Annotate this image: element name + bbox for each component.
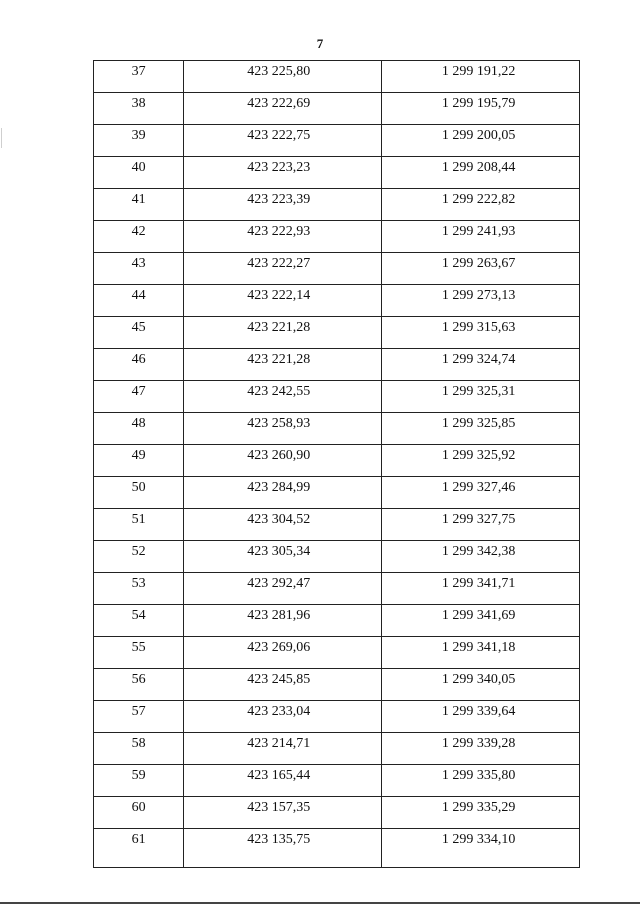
table-row xyxy=(94,829,580,868)
y-coordinate-cell: 1 299 339,28 xyxy=(382,733,580,765)
y-coordinate-cell: 1 299 273,13 xyxy=(382,285,580,317)
x-coordinate-cell: 423 304,52 xyxy=(184,509,382,541)
table-row xyxy=(94,317,580,349)
point-number-cell: 45 xyxy=(94,317,184,349)
coordinates-table-body xyxy=(94,61,580,868)
x-coordinate-cell: 423 233,04 xyxy=(184,701,382,733)
point-number-cell: 55 xyxy=(94,637,184,669)
table-row xyxy=(94,541,580,573)
y-coordinate-cell: 1 299 327,75 xyxy=(382,509,580,541)
scan-margin-mark xyxy=(1,128,2,148)
point-number-cell: 60 xyxy=(94,797,184,829)
table-row xyxy=(94,797,580,829)
point-number-cell: 38 xyxy=(94,93,184,125)
point-number-cell: 42 xyxy=(94,221,184,253)
table-row xyxy=(94,253,580,285)
y-coordinate-cell: 1 299 325,31 xyxy=(382,381,580,413)
x-coordinate-cell: 423 225,80 xyxy=(184,61,382,93)
table-row xyxy=(94,381,580,413)
point-number-cell: 59 xyxy=(94,765,184,797)
table-row xyxy=(94,733,580,765)
point-number-cell: 61 xyxy=(94,829,184,868)
table-row xyxy=(94,765,580,797)
x-coordinate-cell: 423 221,28 xyxy=(184,349,382,381)
point-number-cell: 56 xyxy=(94,669,184,701)
table-row xyxy=(94,509,580,541)
x-coordinate-cell: 423 222,69 xyxy=(184,93,382,125)
y-coordinate-cell: 1 299 222,82 xyxy=(382,189,580,221)
table-row xyxy=(94,605,580,637)
x-coordinate-cell: 423 222,27 xyxy=(184,253,382,285)
y-coordinate-cell: 1 299 342,38 xyxy=(382,541,580,573)
y-coordinate-cell: 1 299 339,64 xyxy=(382,701,580,733)
point-number-cell: 46 xyxy=(94,349,184,381)
x-coordinate-cell: 423 281,96 xyxy=(184,605,382,637)
y-coordinate-cell: 1 299 324,74 xyxy=(382,349,580,381)
table-row xyxy=(94,93,580,125)
y-coordinate-cell: 1 299 208,44 xyxy=(382,157,580,189)
y-coordinate-cell: 1 299 341,71 xyxy=(382,573,580,605)
point-number-cell: 40 xyxy=(94,157,184,189)
y-coordinate-cell: 1 299 341,69 xyxy=(382,605,580,637)
point-number-cell: 57 xyxy=(94,701,184,733)
point-number-cell: 37 xyxy=(94,61,184,93)
table-row xyxy=(94,413,580,445)
y-coordinate-cell: 1 299 325,92 xyxy=(382,445,580,477)
point-number-cell: 49 xyxy=(94,445,184,477)
y-coordinate-cell: 1 299 315,63 xyxy=(382,317,580,349)
page-bottom-edge xyxy=(0,902,640,904)
y-coordinate-cell: 1 299 191,22 xyxy=(382,61,580,93)
point-number-cell: 44 xyxy=(94,285,184,317)
x-coordinate-cell: 423 242,55 xyxy=(184,381,382,413)
point-number-cell: 51 xyxy=(94,509,184,541)
point-number-cell: 39 xyxy=(94,125,184,157)
x-coordinate-cell: 423 245,85 xyxy=(184,669,382,701)
y-coordinate-cell: 1 299 263,67 xyxy=(382,253,580,285)
y-coordinate-cell: 1 299 195,79 xyxy=(382,93,580,125)
coordinates-table xyxy=(93,60,580,868)
y-coordinate-cell: 1 299 335,80 xyxy=(382,765,580,797)
point-number-cell: 50 xyxy=(94,477,184,509)
x-coordinate-cell: 423 157,35 xyxy=(184,797,382,829)
table-row xyxy=(94,477,580,509)
table-row xyxy=(94,125,580,157)
point-number-cell: 47 xyxy=(94,381,184,413)
point-number-cell: 54 xyxy=(94,605,184,637)
point-number-cell: 58 xyxy=(94,733,184,765)
table-row xyxy=(94,701,580,733)
table-row xyxy=(94,637,580,669)
x-coordinate-cell: 423 223,39 xyxy=(184,189,382,221)
x-coordinate-cell: 423 260,90 xyxy=(184,445,382,477)
table-row xyxy=(94,221,580,253)
x-coordinate-cell: 423 222,93 xyxy=(184,221,382,253)
y-coordinate-cell: 1 299 241,93 xyxy=(382,221,580,253)
y-coordinate-cell: 1 299 200,05 xyxy=(382,125,580,157)
table-row xyxy=(94,445,580,477)
table-row xyxy=(94,189,580,221)
x-coordinate-cell: 423 292,47 xyxy=(184,573,382,605)
x-coordinate-cell: 423 214,71 xyxy=(184,733,382,765)
point-number-cell: 52 xyxy=(94,541,184,573)
x-coordinate-cell: 423 269,06 xyxy=(184,637,382,669)
y-coordinate-cell: 1 299 340,05 xyxy=(382,669,580,701)
table-row xyxy=(94,349,580,381)
x-coordinate-cell: 423 222,75 xyxy=(184,125,382,157)
x-coordinate-cell: 423 221,28 xyxy=(184,317,382,349)
y-coordinate-cell: 1 299 325,85 xyxy=(382,413,580,445)
x-coordinate-cell: 423 222,14 xyxy=(184,285,382,317)
x-coordinate-cell: 423 284,99 xyxy=(184,477,382,509)
point-number-cell: 53 xyxy=(94,573,184,605)
x-coordinate-cell: 423 305,34 xyxy=(184,541,382,573)
x-coordinate-cell: 423 223,23 xyxy=(184,157,382,189)
x-coordinate-cell: 423 135,75 xyxy=(184,829,382,868)
y-coordinate-cell: 1 299 335,29 xyxy=(382,797,580,829)
table-row xyxy=(94,573,580,605)
table-row xyxy=(94,61,580,93)
page-number: 7 xyxy=(316,36,324,51)
y-coordinate-cell: 1 299 334,10 xyxy=(382,829,580,868)
x-coordinate-cell: 423 258,93 xyxy=(184,413,382,445)
y-coordinate-cell: 1 299 341,18 xyxy=(382,637,580,669)
y-coordinate-cell: 1 299 327,46 xyxy=(382,477,580,509)
point-number-cell: 41 xyxy=(94,189,184,221)
point-number-cell: 48 xyxy=(94,413,184,445)
table-row xyxy=(94,669,580,701)
table-row xyxy=(94,157,580,189)
point-number-cell: 43 xyxy=(94,253,184,285)
table-row xyxy=(94,285,580,317)
x-coordinate-cell: 423 165,44 xyxy=(184,765,382,797)
